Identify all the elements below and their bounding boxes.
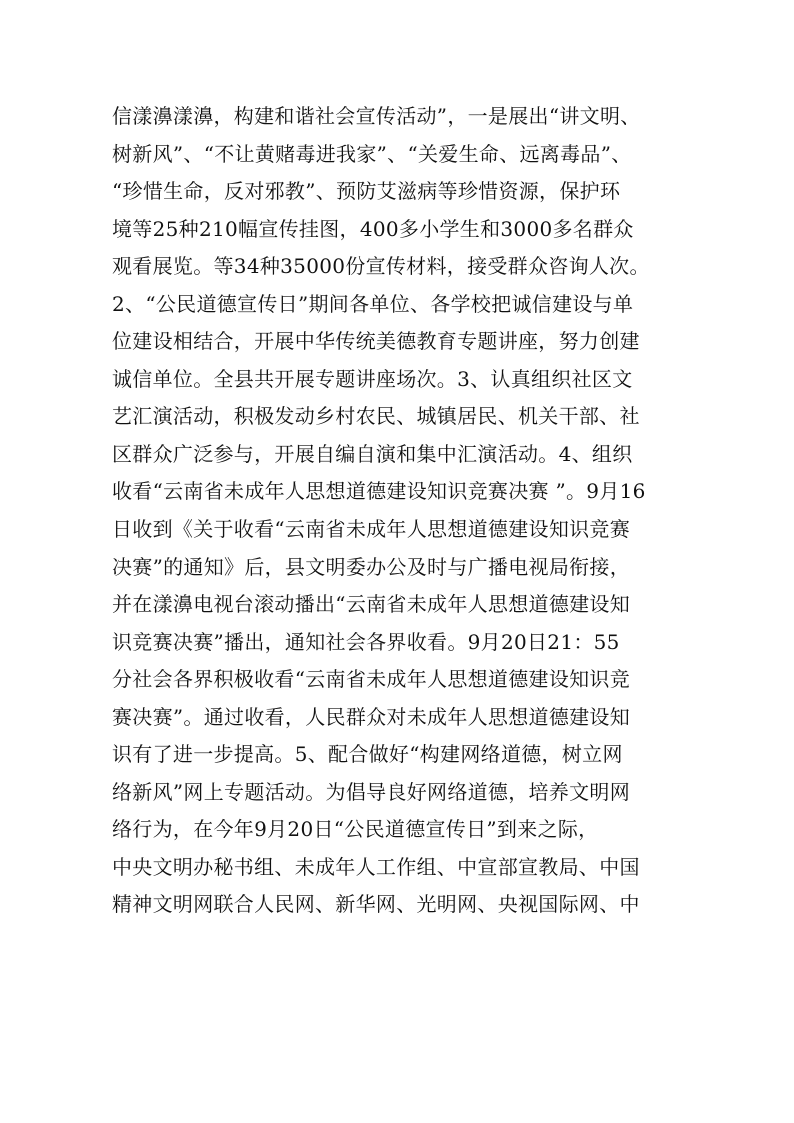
text-line: 树新风”、“不让黄赌毒进我家”、“关爱生命、远离毒品”、	[112, 141, 632, 166]
text-line: 络行为，在今年9月20日“公民道德宣传日”到来之际，	[112, 817, 599, 842]
text-line: 收看“云南省未成年人思想道德建设知识竞赛决赛 ”。9月16	[112, 479, 646, 504]
text-line: 中央文明办秘书组、未成年人工作组、中宣部宣教局、中国	[112, 854, 640, 879]
text-line: 位建设相结合，开展中华传统美德教育专题讲座，努力创建	[112, 329, 640, 354]
text-line: 信漾濞漾濞，构建和谐社会宣传活动”，一是展出“讲文明、	[112, 104, 641, 128]
text-line: 决赛”的通知》后，县文明委办公及时与广播电视局衔接，	[112, 554, 631, 579]
text-line: 观看展览。等34种35000份宣传材料，接受群众咨询人次。	[112, 254, 650, 279]
text-line: 并在漾濞电视台滚动播出“云南省未成年人思想道德建设知	[112, 592, 631, 617]
text-line: 2、“公民道德宣传日”期间各单位、各学校把诚信建设与单	[112, 291, 634, 316]
text-line: 赛决赛”。通过收看，人民群众对未成年人思想道德建设知	[112, 704, 631, 729]
text-line: “珍惜生命，反对邪教”、预防艾滋病等珍惜资源，保护环	[112, 179, 621, 204]
text-line: 区群众广泛参与，开展自编自演和集中汇演活动。4、组织	[112, 441, 633, 466]
text-line: 日收到《关于收看“云南省未成年人思想道德建设知识竞赛	[112, 517, 631, 542]
text-line: 络新风”网上专题活动。为倡导良好网络道德，培养文明网	[112, 779, 631, 804]
document-body	[112, 98, 692, 924]
text-line: 境等25种210幅宣传挂图，400多小学生和3000多名群众	[112, 216, 634, 241]
text-line: 诚信单位。全县共开展专题讲座场次。3、认真组织社区文	[112, 366, 633, 391]
text-line: 精神文明网联合人民网、新华网、光明网、央视国际网、中	[112, 892, 640, 917]
text-line: 艺汇演活动，积极发动乡村农民、城镇居民、机关干部、社	[112, 404, 640, 429]
text-line: 识竞赛决赛”播出，通知社会各界收看。9月20日21：55	[112, 629, 620, 654]
text-line: 识有了进一步提高。5、配合做好“构建网络道德，树立网	[112, 742, 623, 767]
text-line: 分社会各界积极收看“云南省未成年人思想道德建设知识竞	[112, 667, 631, 692]
